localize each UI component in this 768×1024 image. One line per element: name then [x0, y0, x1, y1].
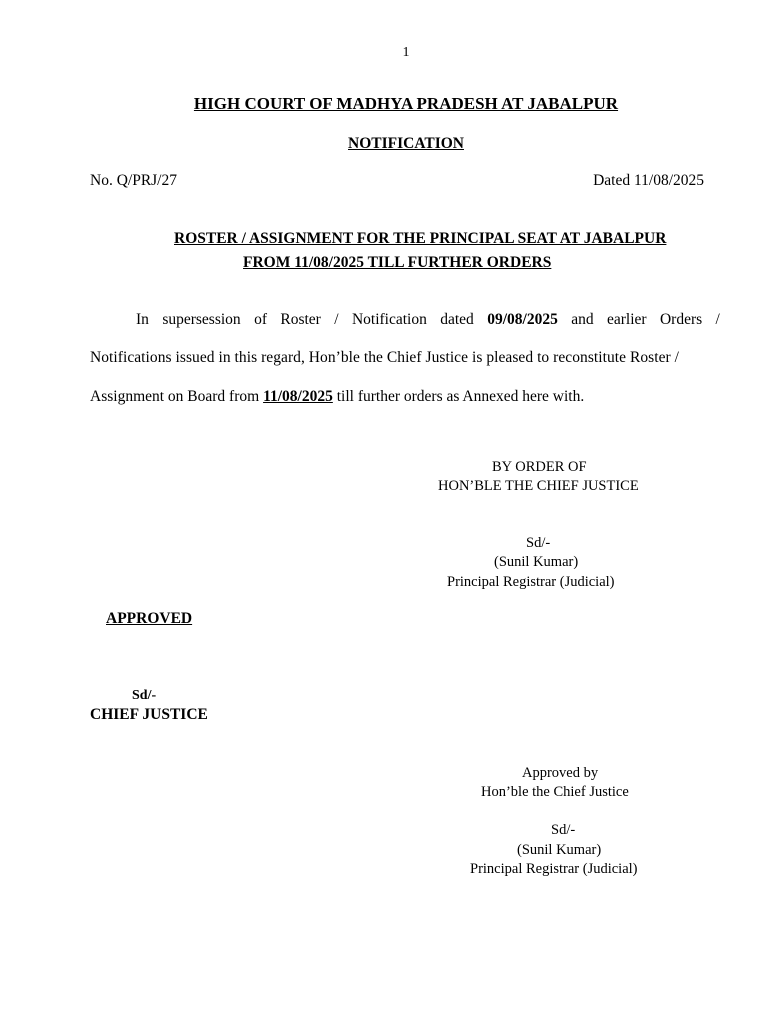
body-word: Roster — [280, 311, 321, 328]
approved-by-chief-justice: Hon’ble the Chief Justice — [481, 784, 629, 800]
approval-signature-sd: Sd/- — [551, 822, 576, 838]
body-word: Notification — [351, 311, 427, 328]
signatory-designation: Principal Registrar (Judicial) — [447, 574, 615, 590]
court-title: HIGH COURT OF MADHYA PRADESH AT JABALPUR — [193, 94, 619, 113]
body-word: supersession — [162, 311, 241, 328]
signatory-name: (Sunil Kumar) — [494, 554, 579, 570]
chief-justice-title: CHIEF JUSTICE — [90, 706, 208, 723]
body-word: earlier — [607, 311, 647, 328]
body-text: Assignment on Board from — [90, 388, 264, 405]
approval-signatory-name: (Sunil Kumar) — [517, 842, 602, 858]
body-paragraph-line-3 — [90, 388, 720, 406]
approval-signatory-designation: Principal Registrar (Judicial) — [470, 861, 638, 877]
chief-justice-sd: Sd/- — [132, 688, 157, 703]
notification-title: NOTIFICATION — [348, 135, 464, 152]
by-order-of: BY ORDER OF — [492, 459, 587, 475]
body-word: and — [571, 311, 594, 328]
page-number: 1 — [402, 45, 410, 60]
notification-date: Dated 11/08/2025 — [593, 172, 704, 189]
body-paragraph-line-2: Notifications issued in this regard, Hon’ble the Chief Justice is pleased to reconstitute Roster / — [90, 349, 680, 366]
body-word: / — [334, 311, 339, 328]
approved-label: APPROVED — [106, 610, 193, 627]
approved-by: Approved by — [522, 765, 599, 781]
roster-heading-line-2: FROM 11/08/2025 TILL FURTHER ORDERS — [243, 254, 552, 271]
signature-sd: Sd/- — [526, 535, 551, 551]
reference-number: No. Q/PRJ/27 — [90, 172, 177, 189]
body-word: dated — [440, 311, 474, 328]
chief-justice-order-line: HON’BLE THE CHIEF JUSTICE — [438, 478, 639, 494]
roster-heading-line-1: ROSTER / ASSIGNMENT FOR THE PRINCIPAL SEAT AT JABALPUR — [174, 230, 667, 247]
body-word: In — [136, 311, 149, 328]
body-paragraph-line-1 — [90, 311, 720, 329]
previous-notification-date: 09/08/2025 — [487, 311, 558, 328]
body-word: Orders — [659, 311, 703, 328]
body-word: of — [254, 311, 267, 328]
effective-date: 11/08/2025 — [263, 388, 333, 405]
body-text: till further orders as Annexed here with. — [332, 388, 585, 405]
body-word: / — [715, 311, 720, 328]
